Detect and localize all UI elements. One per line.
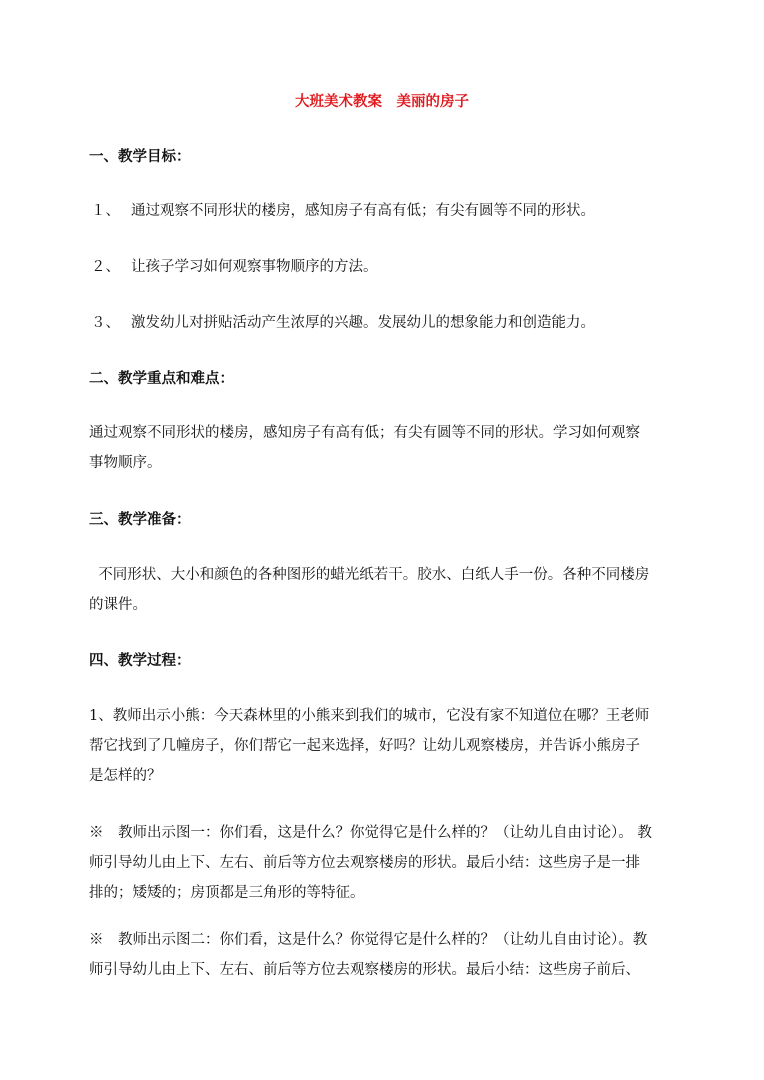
paragraph-line: 通过观察不同形状的楼房，感知房子有高有低；有尖有圆等不同的形状。学习如何观察 xyxy=(89,425,640,441)
process-paragraph-2 xyxy=(89,818,689,908)
paragraph-line: ※ 教师出示图二：你们看，这是什么？你觉得它是什么样的？（让幼儿自由讨论）。教 xyxy=(89,932,648,948)
document-title: 大班美术教案 美丽的房子 xyxy=(295,94,469,110)
goal-item-2 xyxy=(89,257,689,277)
preparation-heading: 三、教学准备： xyxy=(89,512,191,528)
key-points-heading: 二、教学重点和难点： xyxy=(89,371,234,387)
goals-heading: 一、教学目标： xyxy=(89,149,191,165)
paragraph-line: 师引导幼儿由上下、左右、前后等方位去观察楼房的形状。最后小结：这些房子是一排 xyxy=(89,855,640,871)
goal-text: 激发幼儿对拼贴活动产生浓厚的兴趣。发展幼儿的想象能力和创造能力。 xyxy=(131,315,595,331)
paragraph-line: 事物顺序。 xyxy=(89,455,162,471)
goal-text: 让孩子学习如何观察事物顺序的方法。 xyxy=(131,259,378,275)
paragraph-line: 是怎样的？ xyxy=(89,768,162,784)
paragraph-line: 的课件。 xyxy=(89,597,147,613)
goal-item-3 xyxy=(89,313,689,333)
paragraph-line: 1、教师出示小熊：今天森林里的小熊来到我们的城市，它没有家不知道位在哪？王老师 xyxy=(89,708,650,724)
paragraph-line: 不同形状、大小和颜色的各种图形的蜡光纸若干。胶水、白纸人手一份。各种不同楼房 xyxy=(89,567,650,583)
paragraph-line: ※ 教师出示图一：你们看，这是什么？你觉得它是什么样的？（让幼儿自由讨论）。 教 xyxy=(89,825,652,841)
goal-number: ２、 xyxy=(91,259,120,275)
paragraph-line: 师引导幼儿由上下、左右、前后等方位去观察楼房的形状。最后小结：这些房子前后、 xyxy=(89,962,640,978)
process-heading: 四、教学过程： xyxy=(89,653,191,669)
goal-item-1 xyxy=(89,201,689,221)
goal-number: １、 xyxy=(91,203,120,219)
key-points-paragraph xyxy=(89,418,689,478)
preparation-paragraph xyxy=(89,560,689,620)
paragraph-line: 排的；矮矮的；房顶都是三角形的等特征。 xyxy=(89,885,365,901)
process-paragraph-3 xyxy=(89,925,689,985)
process-paragraph-1 xyxy=(89,701,689,791)
goal-number: ３、 xyxy=(91,315,120,331)
goal-text: 通过观察不同形状的楼房，感知房子有高有低；有尖有圆等不同的形状。 xyxy=(131,203,595,219)
paragraph-line: 帮它找到了几幢房子，你们帮它一起来选择，好吗？让幼儿观察楼房，并告诉小熊房子 xyxy=(89,738,640,754)
